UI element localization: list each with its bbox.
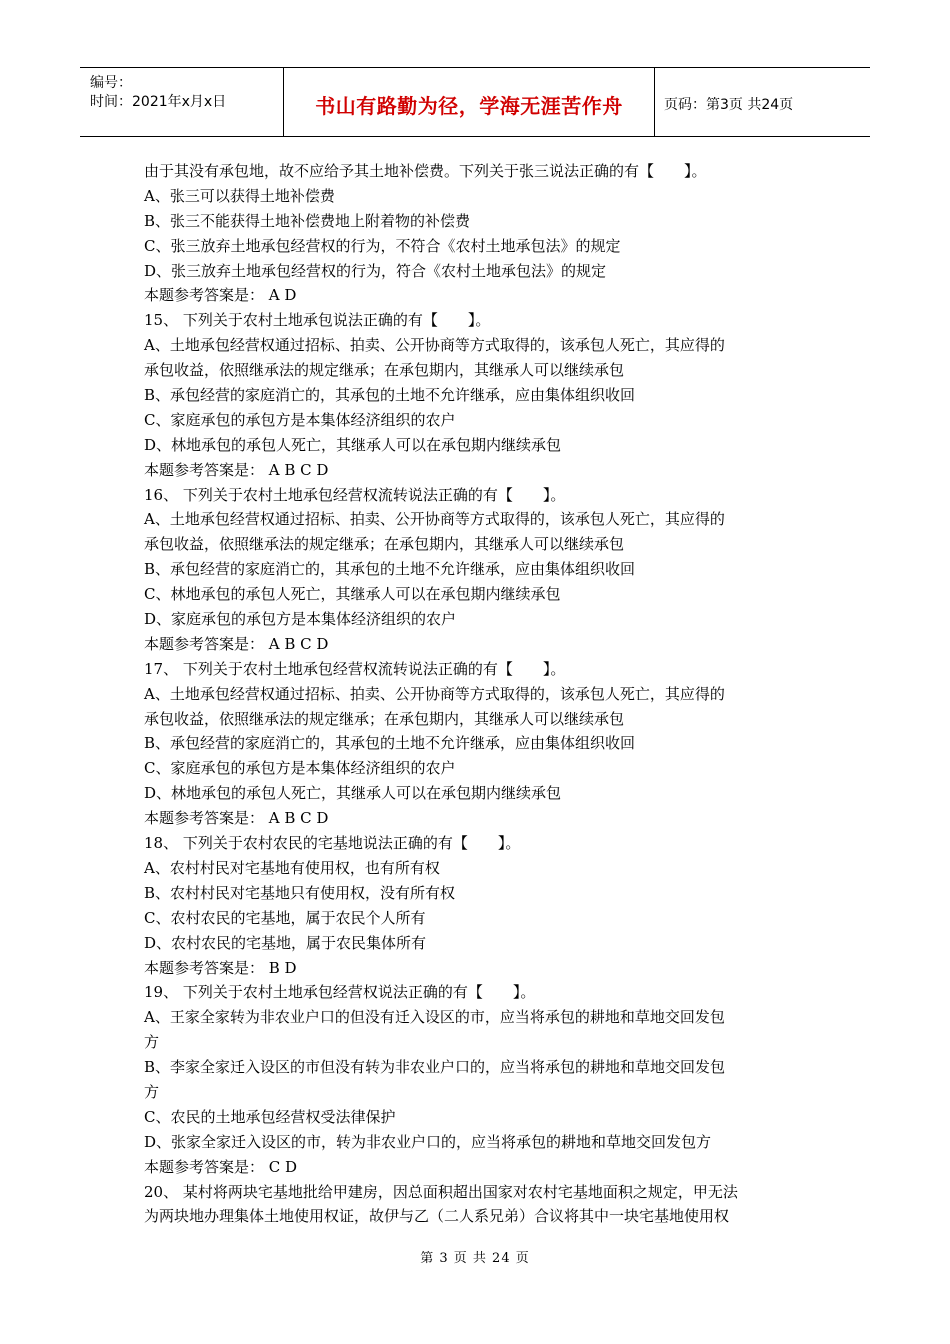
- header-left-cell: [80, 68, 283, 136]
- text-line: C、农民的土地承包经营权受法律保护: [144, 1107, 396, 1126]
- text-line: 承包收益，依照继承法的规定继承；在承包期内，其继承人可以继续承包: [144, 709, 625, 728]
- text-line: A、土地承包经营权通过招标、拍卖、公开协商等方式取得的，该承包人死亡，其应得的: [144, 684, 725, 703]
- text-line: A、王家全家转为非农业户口的但没有迁入设区的市，应当将承包的耕地和草地交回发包: [144, 1008, 725, 1027]
- text-line: 本题参考答案是： A B C D: [144, 634, 329, 653]
- document-body: [144, 159, 814, 1229]
- text-line: C、农村农民的宅基地，属于农民个人所有: [144, 908, 426, 927]
- number-label: 编号：: [90, 75, 132, 91]
- text-line: B、承包经营的家庭消亡的，其承包的土地不允许继承，应由集体组织收回: [144, 560, 636, 579]
- header-right-cell: [654, 68, 870, 136]
- text-line: 由于其没有承包地，故不应给予其土地补偿费。下列关于张三说法正确的有【 】。: [144, 162, 707, 180]
- text-line: 方: [144, 1082, 160, 1101]
- text-line: 18、 下列关于农村农民的宅基地说法正确的有【 】。: [144, 834, 521, 853]
- text-line: 本题参考答案是： A D: [144, 286, 297, 305]
- header-motto-cell: [283, 68, 655, 136]
- text-line: 19、 下列关于农村土地承包经营权说法正确的有【 】。: [144, 983, 536, 1002]
- text-line: C、林地承包的承包人死亡，其继承人可以在承包期内继续承包: [144, 585, 561, 604]
- text-line: B、张三不能获得土地补偿费地上附着物的补偿费: [144, 211, 471, 230]
- page-label: 页码：第3页 共24页: [664, 97, 794, 113]
- page-header: [80, 67, 870, 137]
- text-line: 承包收益，依照继承法的规定继承；在承包期内，其继承人可以继续承包: [144, 361, 625, 380]
- text-line: A、张三可以获得土地补偿费: [144, 186, 335, 205]
- text-line: A、土地承包经营权通过招标、拍卖、公开协商等方式取得的，该承包人死亡，其应得的: [144, 510, 725, 529]
- text-line: B、农村村民对宅基地只有使用权，没有所有权: [144, 883, 456, 902]
- text-line: 本题参考答案是： C D: [144, 1157, 298, 1176]
- text-line: 本题参考答案是： A B C D: [144, 460, 329, 479]
- text-line: 15、 下列关于农村土地承包说法正确的有【 】。: [144, 311, 491, 330]
- text-line: C、家庭承包的承包方是本集体经济组织的农户: [144, 410, 456, 429]
- motto-text: 书山有路勤为径，学海无涯苦作舟: [315, 94, 623, 118]
- text-line: 承包收益，依照继承法的规定继承；在承包期内，其继承人可以继续承包: [144, 535, 625, 554]
- page-footer: 第 3 页 共 24 页: [420, 1251, 530, 1266]
- text-line: B、李家全家迁入设区的市但没有转为非农业户口的，应当将承包的耕地和草地交回发包: [144, 1058, 726, 1077]
- text-line: 16、 下列关于农村土地承包经营权流转说法正确的有【 】。: [144, 485, 566, 504]
- text-line: 为两块地办理集体土地使用权证，故伊与乙（二人系兄弟）合议将其中一块宅基地使用权: [144, 1207, 730, 1226]
- text-line: B、承包经营的家庭消亡的，其承包的土地不允许继承，应由集体组织收回: [144, 386, 636, 405]
- text-line: A、农村村民对宅基地有使用权，也有所有权: [144, 858, 440, 877]
- text-line: C、张三放弃土地承包经营权的行为，不符合《农村土地承包法》的规定: [144, 236, 621, 255]
- text-line: 20、 某村将两块宅基地批给甲建房，因总面积超出国家对农村宅基地面积之规定，甲无法: [144, 1182, 738, 1201]
- text-line: D、林地承包的承包人死亡，其继承人可以在承包期内继续承包: [144, 435, 562, 454]
- text-line: 本题参考答案是： B D: [144, 958, 297, 977]
- text-line: D、农村农民的宅基地，属于农民集体所有: [144, 933, 427, 952]
- text-line: D、张三放弃土地承包经营权的行为，符合《农村土地承包法》的规定: [144, 261, 607, 280]
- date-label: 时间：2021年x月x日: [90, 94, 227, 110]
- text-line: C、家庭承包的承包方是本集体经济组织的农户: [144, 759, 456, 778]
- text-line: B、承包经营的家庭消亡的，其承包的土地不允许继承，应由集体组织收回: [144, 734, 636, 753]
- text-line: A、土地承包经营权通过招标、拍卖、公开协商等方式取得的，该承包人死亡，其应得的: [144, 336, 725, 355]
- text-line: 本题参考答案是： A B C D: [144, 809, 329, 828]
- text-line: D、家庭承包的承包方是本集体经济组织的农户: [144, 610, 457, 629]
- text-line: D、张家全家迁入设区的市，转为非农业户口的，应当将承包的耕地和草地交回发包方: [144, 1132, 712, 1151]
- text-line: D、林地承包的承包人死亡，其继承人可以在承包期内继续承包: [144, 784, 562, 803]
- text-line: 方: [144, 1033, 160, 1052]
- text-line: 17、 下列关于农村土地承包经营权流转说法正确的有【 】。: [144, 659, 566, 678]
